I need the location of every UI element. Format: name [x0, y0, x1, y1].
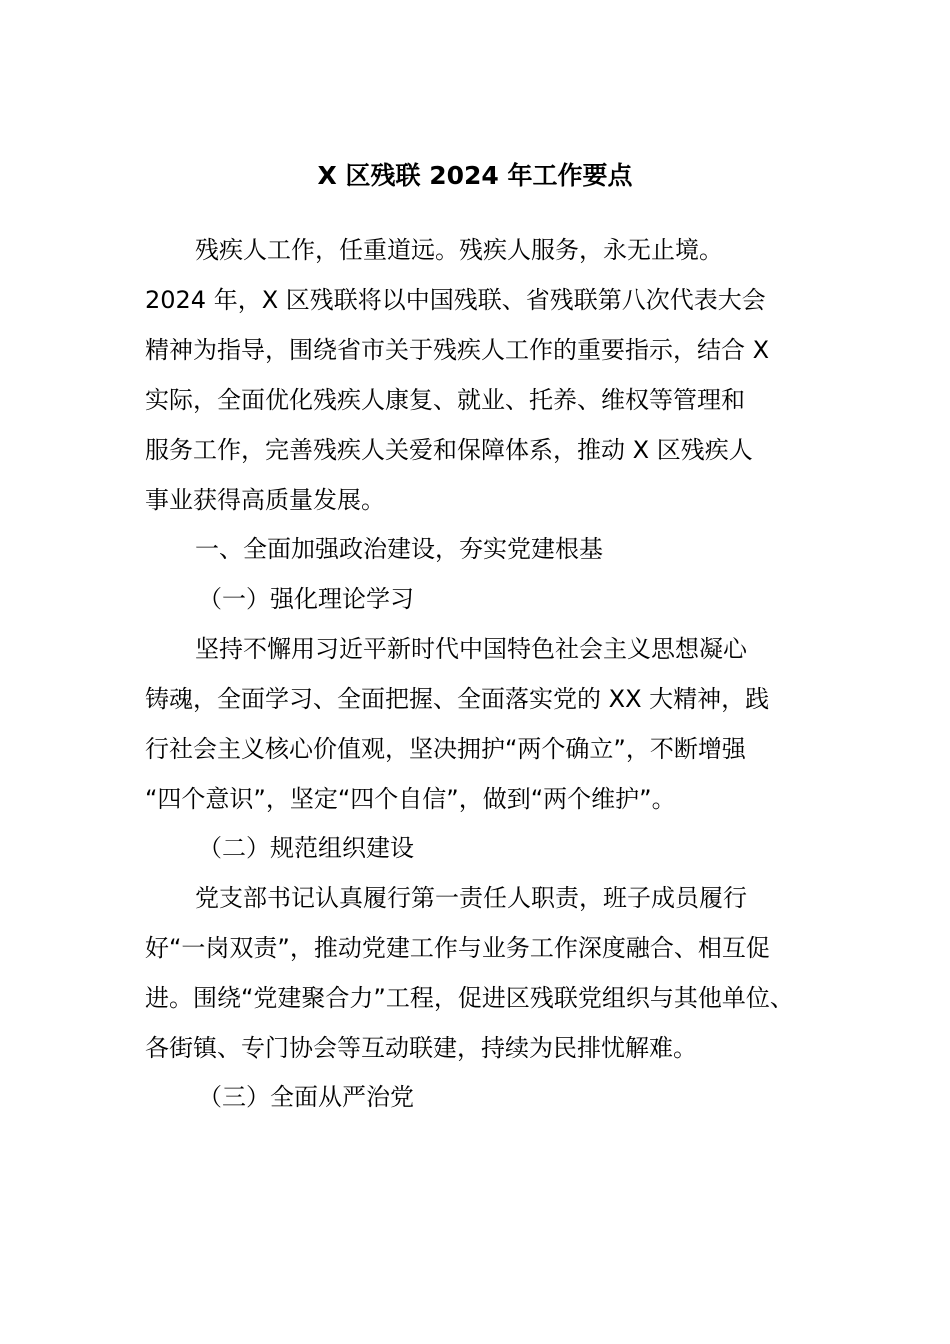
paragraph-line: 精神为指导，围绕省市关于残疾人工作的重要指示，结合 X: [145, 336, 770, 364]
subsection-heading: （二）规范组织建设: [198, 834, 414, 862]
paragraph-line: 残疾人工作，任重道远。残疾人服务，永无止境。: [195, 236, 723, 264]
paragraph-line: 坚持不懈用习近平新时代中国特色社会主义思想凝心: [195, 635, 747, 663]
paragraph-line: 各街镇、专门协会等互动联建，持续为民排忧解难。: [145, 1034, 697, 1062]
paragraph-line: 党支部书记认真履行第一责任人职责，班子成员履行: [195, 884, 747, 912]
paragraph-line: “四个意识”，坚定“四个自信”，做到“两个维护”。: [145, 785, 676, 813]
paragraph-line: 实际，全面优化残疾人康复、就业、托养、维权等管理和: [145, 386, 745, 414]
paragraph-line: 行社会主义核心价值观，坚决拥护“两个确立”，不断增强: [145, 735, 746, 763]
paragraph-line: 2024 年，X 区残联将以中国残联、省残联第八次代表大会: [145, 286, 766, 314]
document-title: X 区残联 2024 年工作要点: [317, 161, 633, 190]
paragraph-line: 铸魂，全面学习、全面把握、全面落实党的 XX 大精神，践: [145, 685, 770, 713]
paragraph-line: 服务工作，完善残疾人关爱和保障体系，推动 X 区残疾人: [145, 436, 753, 464]
paragraph-line: 好“一岗双责”，推动党建工作与业务工作深度融合、相互促: [145, 934, 770, 962]
paragraph-line: 进。围绕“党建聚合力”工程，促进区残联党组织与其他单位、: [145, 984, 794, 1012]
subsection-heading: （三）全面从严治党: [198, 1083, 414, 1111]
paragraph-line: 事业获得高质量发展。: [145, 486, 385, 514]
section-heading: 一、全面加强政治建设，夯实党建根基: [195, 535, 603, 563]
subsection-heading: （一）强化理论学习: [198, 585, 414, 613]
